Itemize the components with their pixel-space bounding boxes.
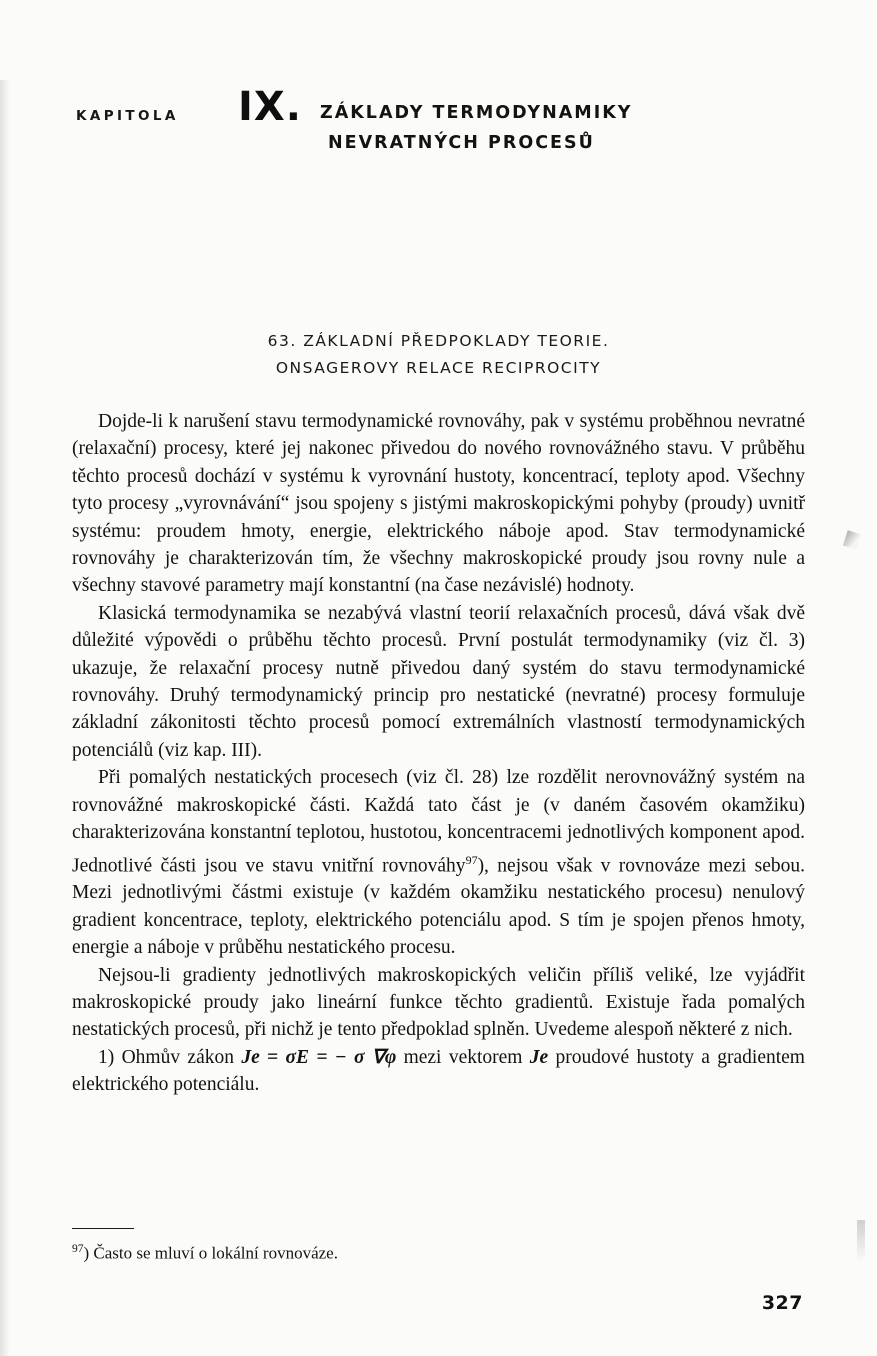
chapter-number: IX. xyxy=(238,84,302,130)
paragraph-5-part1: 1) Ohmův zákon xyxy=(98,1046,242,1068)
paragraph-5 xyxy=(72,1044,805,1099)
chapter-title-line1: ZÁKLADY TERMODYNAMIKY xyxy=(320,103,633,123)
scan-artifact-mark xyxy=(843,530,861,550)
document-page xyxy=(0,80,877,1356)
chapter-title-line2: NEVRATNÝCH PROCESŮ xyxy=(328,133,595,153)
formula-ohms-law: Je = σE = − σ ∇φ xyxy=(241,1046,397,1068)
page-number: 327 xyxy=(761,1292,803,1314)
chapter-title xyxy=(320,98,790,158)
chapter-heading xyxy=(72,80,805,176)
footnote-separator xyxy=(72,1228,134,1229)
section-heading-line2: ONSAGEROVY RELACE RECIPROCITY xyxy=(275,359,602,377)
footnote-reference-97: 97 xyxy=(465,852,478,867)
footnote-text: ) Často se mluví o lokální rovnováze. xyxy=(83,1243,338,1263)
section-heading-line1: 63. ZÁKLADNÍ PŘEDPOKLADY TEORIE. xyxy=(267,332,610,350)
paragraph-3 xyxy=(72,764,805,961)
paragraph-3-part1: Při pomalých nestatických procesech (viz čl. 28) lze rozdělit nerovnovážný systém na rovnovážné makroskopické části. Každá tato část je (v daném časovém okamžiku) charakterizována konstantní teplotou, hustotou, koncentracemi jednotlivých komponent apod. Jednotlivé části jsou ve stavu vnitřní rovnováhy xyxy=(72,767,805,876)
body-text xyxy=(72,408,805,1099)
paragraph-3-part2: ), nejsou však v rovnováze mezi sebou. Mezi jednotlivými částmi existuje (v každém okamžiku nestatického procesu) nenulový gradient koncentrace, teploty, elektrického potenciálu apod. S tím je spojen přenos hmoty, energie a náboje v průběhu nestatického procesu. xyxy=(72,855,806,959)
page-edge-shadow xyxy=(0,80,10,1356)
paragraph-2: Klasická termodynamika se nezabývá vlastní teorií relaxačních procesů, dává však dvě důležité výpovědi o průběhu těchto procesů. První postulát termodynamiky (viz čl. 3) ukazuje, že relaxační procesy nutně přivedou daný systém do stavu termodynamické rovnováhy. Druhý termodynamický princip pro nestatické (nevratné) procesy formuluje základní zákonitosti těchto procesů pomocí extremálních vlastností termodynamických potenciálů (viz kap. III). xyxy=(72,602,805,761)
paragraph-5-part3: proudové hustoty a gradientem elektrického potenciálu. xyxy=(72,1046,805,1096)
symbol-current-density: Je xyxy=(529,1046,549,1068)
paragraph-5-part2: mezi vektorem xyxy=(396,1046,530,1068)
footnote-marker: 97 xyxy=(72,1243,84,1255)
section-heading xyxy=(72,328,805,382)
paragraph-1: Dojde-li k narušení stavu termodynamické rovnováhy, pak v systému proběhnou nevratné (relaxační) procesy, které jej nakonec přivedou do nového rovnovážného stavu. V průběhu těchto procesů dochází v systému k vyrovnání hustoty, koncentrací, teploty apod. Všechny tyto procesy „vyrovnávání“ jsou spojeny s jistými makroskopickými pohyby (proudy) uvnitř systému: proudem hmoty, energie, elektrického náboje apod. Stav termodynamické rovnováhy je charakterizován tím, že všechny makroskopické proudy jsou rovny nule a všechny stavové parametry mají konstantní (na čase nezávislé) hodnoty. xyxy=(72,411,805,597)
scan-artifact-mark-lower xyxy=(857,1220,865,1260)
chapter-label: KAPITOLA xyxy=(76,108,179,124)
paragraph-4: Nejsou-li gradienty jednotlivých makroskopických veličin příliš veliké, lze vyjádřit makroskopické proudy jako lineární funkce těchto gradientů. Existuje řada pomalých nestatických procesů, při nichž je tento předpoklad splněn. Uvedeme alespoň některé z nich. xyxy=(72,964,805,1041)
footnote-block xyxy=(72,1228,492,1265)
footnote-97 xyxy=(72,1238,492,1265)
